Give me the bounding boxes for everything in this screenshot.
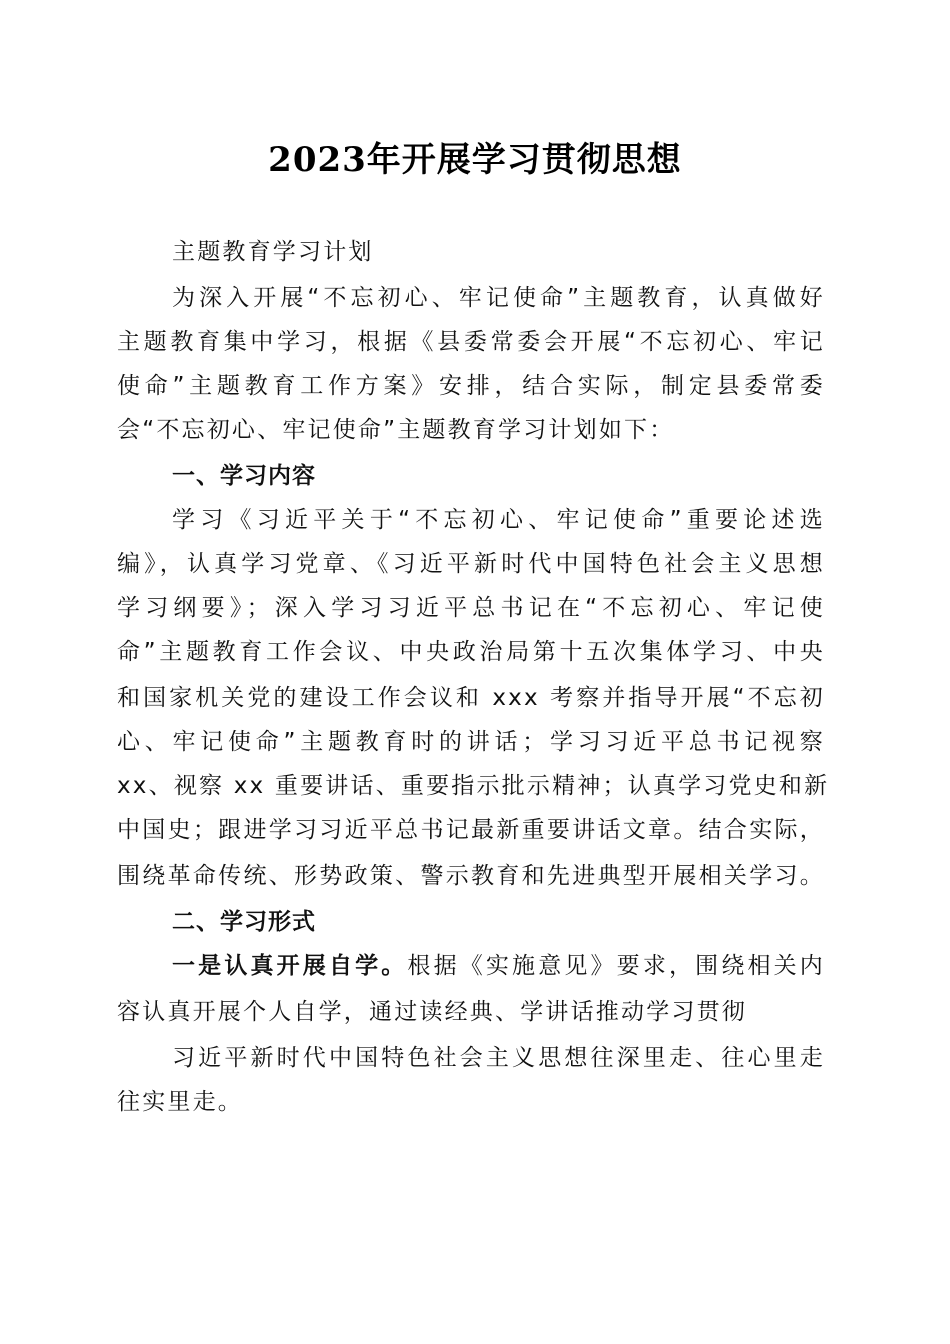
section1-line-1: 学习《习近平关于“不忘初心、牢记使命”重要论述选 [172, 507, 825, 533]
section2-para2-line-2: 往实里走。 [117, 1089, 243, 1115]
section1-line-2: 编》，认真学习党章、《习近平新时代中国特色社会主义思想 [117, 551, 825, 577]
section1-line-7: xx、视察 xx 重要讲话、重要指示批示精神；认真学习党史和新 [117, 773, 830, 799]
section2-item1-line-2: 容认真开展个人自学，通过读经典、学讲话推动学习贯彻 [117, 999, 747, 1025]
document-subtitle: 主题教育学习计划 [172, 239, 374, 265]
item1-line1-rest: 根据《实施意见》要求，围绕相关内 [407, 953, 825, 979]
section-heading-form: 二、学习形式 [172, 909, 316, 935]
intro-line-3: 使命”主题教育工作方案》安排，结合实际，制定县委常委 [117, 373, 825, 399]
document-title: 2023年开展学习贯彻思想 [268, 140, 682, 180]
section1-line-4: 命”主题教育工作会议、中央政治局第十五次集体学习、中央 [117, 639, 825, 665]
item1-lead: 一是认真开展自学。 [172, 953, 408, 979]
section1-line-9: 围绕革命传统、形势政策、警示教育和先进典型开展相关学习。 [117, 863, 825, 889]
section-heading-content: 一、学习内容 [172, 463, 316, 489]
section1-line-8: 中国史；跟进学习习近平总书记最新重要讲话文章。结合实际， [117, 817, 825, 843]
intro-line-1: 为深入开展“不忘初心、牢记使命”主题教育，认真做好 [172, 285, 825, 311]
section1-line-3: 学习纲要》；深入学习习近平总书记在“不忘初心、牢记使 [117, 595, 825, 621]
intro-line-4: 会“不忘初心、牢记使命”主题教育学习计划如下： [117, 417, 675, 443]
section1-line-5: 和国家机关党的建设工作会议和 xxx 考察并指导开展“不忘初 [117, 685, 825, 711]
section1-line-6: 心、牢记使命”主题教育时的讲话；学习习近平总书记视察 [117, 729, 825, 755]
section2-para2-line-1: 习近平新时代中国特色社会主义思想往深里走、往心里走 [172, 1045, 825, 1071]
section2-item1-line-1 [172, 950, 825, 982]
intro-line-2: 主题教育集中学习，根据《县委常委会开展“不忘初心、牢记 [117, 329, 825, 355]
